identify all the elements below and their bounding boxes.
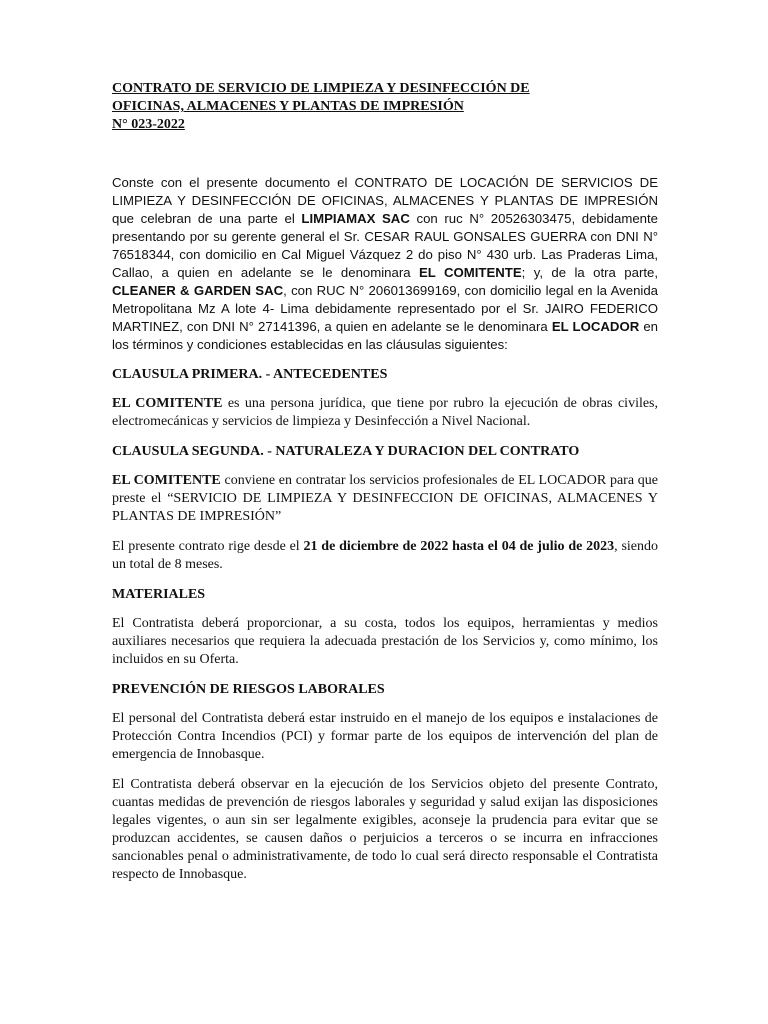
prevencion-paragraph-2: El Contratista deberá observar en la ejecución de los Servicios objeto del presente Contrato, cuantas medidas de prevención de riesgos laborales y seguridad y salud exijan las disposiciones legales vigentes, o aun sin ser legalmente exigibles, aconseje la prudencia para evitar que se produzcan accidentes, se causen daños o perjuicios a terceros o se incurra en infracciones sancionables penal o administrativamente, de todo lo cual será directo responsable el Contratista respecto de Innobasque. — [112, 777, 658, 882]
document-title — [112, 80, 658, 134]
prevencion-heading: PREVENCIÓN DE RIESGOS LABORALES — [112, 682, 385, 697]
vigencia-paragraph — [112, 538, 658, 574]
intro-text-2: con ruc N° 20526303475, debidamente presentando por su gerente general el Sr. CESAR RAUL GONSALES GUERRA con DNI N° 76518344, con domicilio en Cal Miguel Vázquez 2 do piso N° 430 urb. Las Praderas Lima, Callao, a quien en adelante se le denominara — [112, 211, 658, 280]
party-cleaner-garden: CLEANER & GARDEN SAC — [112, 283, 284, 298]
title-line-2: OFICINAS, ALMACENES Y PLANTAS DE IMPRESIÓN — [112, 99, 464, 114]
materiales-paragraph: El Contratista deberá proporcionar, a su costa, todos los equipos, herramientas y medios auxiliares necesarios que requiera la adecuada prestación de los Servicios y, como mínimo, los incluidos en su Oferta. — [112, 616, 658, 667]
clausula-segunda-heading: CLAUSULA SEGUNDA. - NATURALEZA Y DURACION DEL CONTRATO — [112, 444, 580, 459]
intro-paragraph — [112, 174, 658, 354]
intro-text-1: Conste con el presente documento el CONTRATO DE LOCACIÓN DE SERVICIOS DE LIMPIEZA Y DESINFECCIÓN DE OFICINAS, ALMACENES Y PLANTAS DE IMPRESIÓN que celebran de una parte el — [112, 175, 658, 226]
party-comitente: EL COMITENTE — [418, 265, 522, 280]
intro-text-4: , con RUC N° 206013699169, con domicilio legal en la Avenida Metropolitana Mz A lote 4- Lima debidamente representado por el Sr. JAIRO FEDERICO MARTINEZ, con DNI N° 27141396, a quien en adelante se le denominara — [112, 283, 658, 334]
vigencia-dates: 21 de diciembre de 2022 hasta el 04 de julio de 2023 — [303, 539, 615, 554]
clausula-segunda-bold: EL COMITENTE — [112, 473, 221, 488]
materiales-heading: MATERIALES — [112, 587, 206, 602]
clausula-primera-text: es una persona jurídica, que tiene por rubro la ejecución de obras civiles, electromecánicas y servicios de limpieza y Desinfección a Nivel Nacional. — [112, 396, 659, 429]
clausula-segunda-paragraph — [112, 472, 658, 526]
party-locador: EL LOCADOR — [551, 319, 640, 334]
contract-number: N° 023-2022 — [112, 117, 185, 132]
party-limpiamax: LIMPIAMAX SAC — [301, 211, 410, 226]
clausula-segunda-text: conviene en contratar los servicios profesionales de EL LOCADOR para que preste el “SERVICIO DE LIMPIEZA Y DESINFECCION DE OFICINAS, ALMACENES Y PLANTAS DE IMPRESIÓN” — [112, 473, 658, 524]
document-page — [112, 80, 658, 896]
prevencion-paragraph-1: El personal del Contratista deberá estar instruido en el manejo de los equipos e instalaciones de Protección Contra Incendios (PCI) y formar parte de los equipos de intervención del plan de emergencia de Innobasque. — [112, 711, 658, 762]
clausula-primera-heading: CLAUSULA PRIMERA. - ANTECEDENTES — [112, 367, 388, 382]
intro-text-5: en los términos y condiciones establecidas en las cláusulas siguientes: — [112, 319, 659, 352]
title-line-1: CONTRATO DE SERVICIO DE LIMPIEZA Y DESINFECCIÓN DE — [112, 81, 530, 96]
vigencia-text-2: , siendo un total de 8 meses. — [112, 539, 658, 572]
vigencia-text-1: El presente contrato rige desde el — [112, 539, 304, 554]
clausula-primera-bold: EL COMITENTE — [112, 396, 223, 411]
clausula-primera-paragraph — [112, 395, 658, 431]
intro-text-3: ; y, de la otra parte, — [521, 265, 659, 280]
